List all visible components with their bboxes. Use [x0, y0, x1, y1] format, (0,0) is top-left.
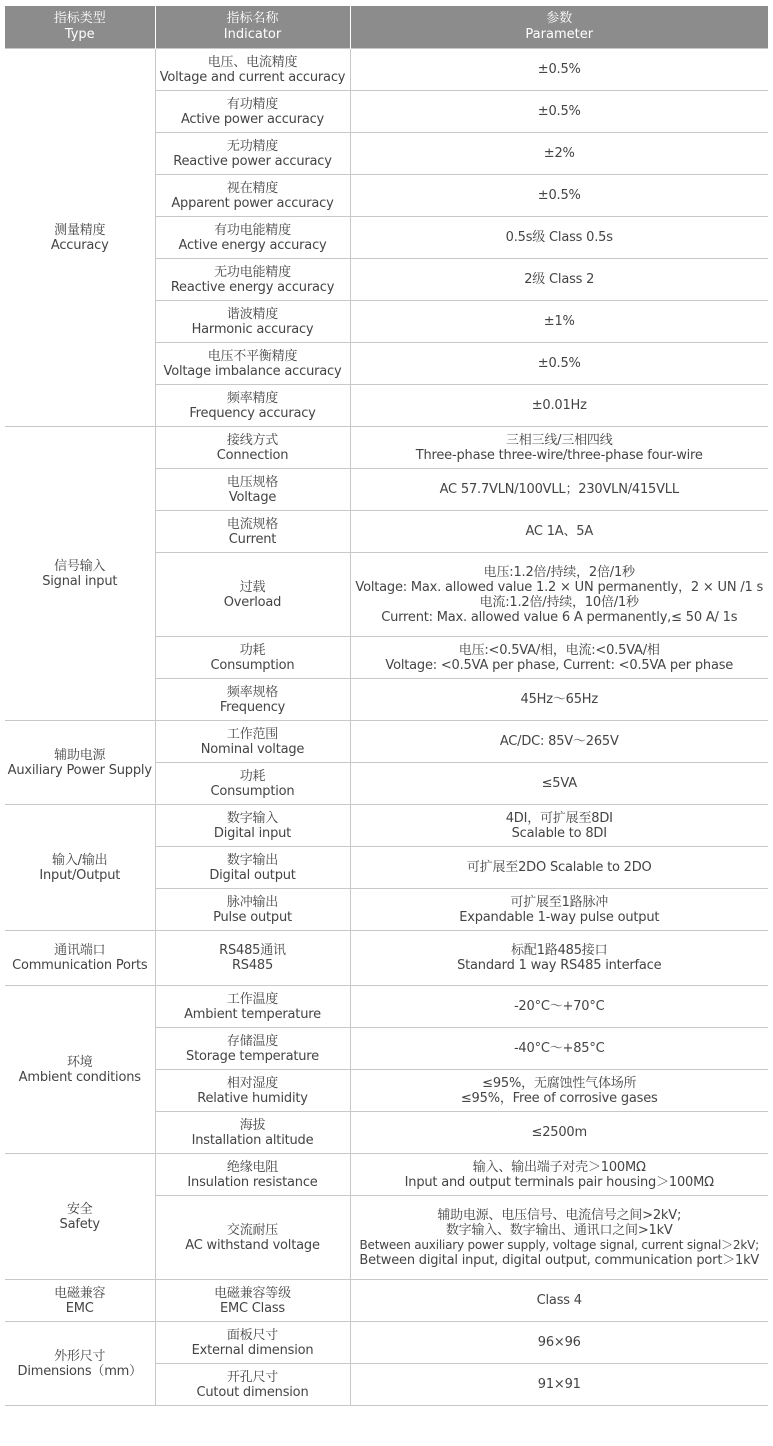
type-cell: 外形尺寸 Dimensions（mm） — [5, 1322, 155, 1406]
indicator-cell: 无功电能精度 Reactive energy accuracy — [155, 259, 350, 301]
table-row — [5, 931, 768, 986]
parameter-cell: AC 1A、5A — [350, 511, 768, 553]
parameter-cell: 2级 Class 2 — [350, 259, 768, 301]
header-parameter: 参数 Parameter — [350, 6, 768, 49]
parameter-cell: ±2% — [350, 133, 768, 175]
table-row — [5, 1322, 768, 1364]
indicator-cell: 开孔尺寸 Cutout dimension — [155, 1364, 350, 1406]
parameter-cell: 输入、输出端子对壳＞100MΩ Input and output terminals pair housing＞100MΩ — [350, 1154, 768, 1196]
parameter-cell: 91×91 — [350, 1364, 768, 1406]
indicator-cell: 电流规格 Current — [155, 511, 350, 553]
table-header-row — [5, 6, 768, 49]
parameter-cell: ±0.5% — [350, 343, 768, 385]
indicator-cell: 过载 Overload — [155, 553, 350, 637]
parameter-cell: 可扩展至1路脉冲 Expandable 1-way pulse output — [350, 889, 768, 931]
parameter-cell: 电压:<0.5VA/相，电流:<0.5VA/相 Voltage: <0.5VA per phase, Current: <0.5VA per phase — [350, 637, 768, 679]
spec-table — [5, 6, 768, 1406]
type-cell: 信号输入 Signal input — [5, 427, 155, 721]
type-cell: 电磁兼容 EMC — [5, 1280, 155, 1322]
parameter-cell: 辅助电源、电压信号、电流信号之间>2kV; 数字输入、数字输出、通讯口之间>1kV Between auxiliary power supply, voltage signal, current signal＞2kV; Between digital input, digital output, communication port＞1kV — [350, 1196, 768, 1280]
indicator-cell: 电压不平衡精度 Voltage imbalance accuracy — [155, 343, 350, 385]
indicator-cell: 绝缘电阻 Insulation resistance — [155, 1154, 350, 1196]
indicator-cell: 功耗 Consumption — [155, 763, 350, 805]
parameter-cell: 可扩展至2DO Scalable to 2DO — [350, 847, 768, 889]
indicator-cell: 有功精度 Active power accuracy — [155, 91, 350, 133]
indicator-cell: 数字输入 Digital input — [155, 805, 350, 847]
parameter-cell: 电压:1.2倍/持续，2倍/1秒 Voltage: Max. allowed value 1.2 × UN permanently，2 × UN /1 s 电流:1.2倍/持续，10倍/1秒 Current: Max. allowed value 6 A permanently,≤ 50 A/ 1s — [350, 553, 768, 637]
indicator-cell: 数字输出 Digital output — [155, 847, 350, 889]
type-cell: 环境 Ambient conditions — [5, 986, 155, 1154]
indicator-cell: 有功电能精度 Active energy accuracy — [155, 217, 350, 259]
type-cell: 辅助电源 Auxiliary Power Supply — [5, 721, 155, 805]
type-cell: 输入/输出 Input/Output — [5, 805, 155, 931]
parameter-cell: ±0.5% — [350, 175, 768, 217]
indicator-cell: 工作范围 Nominal voltage — [155, 721, 350, 763]
parameter-cell: 0.5s级 Class 0.5s — [350, 217, 768, 259]
indicator-cell: 频率规格 Frequency — [155, 679, 350, 721]
table-row — [5, 721, 768, 763]
indicator-cell: 谐波精度 Harmonic accuracy — [155, 301, 350, 343]
indicator-cell: 面板尺寸 External dimension — [155, 1322, 350, 1364]
parameter-cell: -20°C～+70°C — [350, 986, 768, 1028]
indicator-cell: 电压规格 Voltage — [155, 469, 350, 511]
table-row — [5, 805, 768, 847]
parameter-cell: 三相三线/三相四线 Three-phase three-wire/three-phase four-wire — [350, 427, 768, 469]
parameter-cell: ±0.5% — [350, 91, 768, 133]
parameter-cell: AC 57.7VLN/100VLL；230VLN/415VLL — [350, 469, 768, 511]
parameter-cell: ±0.01Hz — [350, 385, 768, 427]
parameter-cell: -40°C～+85°C — [350, 1028, 768, 1070]
parameter-cell: ≤2500m — [350, 1112, 768, 1154]
parameter-cell: ≤95%，无腐蚀性气体场所 ≤95%，Free of corrosive gases — [350, 1070, 768, 1112]
parameter-cell: 45Hz～65Hz — [350, 679, 768, 721]
parameter-cell: 4DI，可扩展至8DI Scalable to 8DI — [350, 805, 768, 847]
type-cell: 安全 Safety — [5, 1154, 155, 1280]
table-row — [5, 1154, 768, 1196]
header-indicator: 指标名称 Indicator — [155, 6, 350, 49]
table-row — [5, 427, 768, 469]
indicator-cell: 电磁兼容等级 EMC Class — [155, 1280, 350, 1322]
indicator-cell: 功耗 Consumption — [155, 637, 350, 679]
indicator-cell: RS485通讯 RS485 — [155, 931, 350, 986]
indicator-cell: 接线方式 Connection — [155, 427, 350, 469]
indicator-cell: 电压、电流精度 Voltage and current accuracy — [155, 49, 350, 91]
table-row — [5, 49, 768, 91]
header-type: 指标类型 Type — [5, 6, 155, 49]
indicator-cell: 交流耐压 AC withstand voltage — [155, 1196, 350, 1280]
table-row — [5, 1280, 768, 1322]
table-row — [5, 986, 768, 1028]
indicator-cell: 工作温度 Ambient temperature — [155, 986, 350, 1028]
spec-body — [5, 49, 768, 1406]
parameter-cell: AC/DC: 85V～265V — [350, 721, 768, 763]
type-cell: 测量精度 Accuracy — [5, 49, 155, 427]
indicator-cell: 相对湿度 Relative humidity — [155, 1070, 350, 1112]
parameter-cell: ±0.5% — [350, 49, 768, 91]
parameter-cell: 96×96 — [350, 1322, 768, 1364]
indicator-cell: 视在精度 Apparent power accuracy — [155, 175, 350, 217]
indicator-cell: 脉冲输出 Pulse output — [155, 889, 350, 931]
parameter-cell: Class 4 — [350, 1280, 768, 1322]
indicator-cell: 无功精度 Reactive power accuracy — [155, 133, 350, 175]
parameter-cell: 标配1路485接口 Standard 1 way RS485 interface — [350, 931, 768, 986]
type-cell: 通讯端口 Communication Ports — [5, 931, 155, 986]
indicator-cell: 频率精度 Frequency accuracy — [155, 385, 350, 427]
indicator-cell: 存储温度 Storage temperature — [155, 1028, 350, 1070]
indicator-cell: 海拔 Installation altitude — [155, 1112, 350, 1154]
parameter-cell: ±1% — [350, 301, 768, 343]
parameter-cell: ≤5VA — [350, 763, 768, 805]
